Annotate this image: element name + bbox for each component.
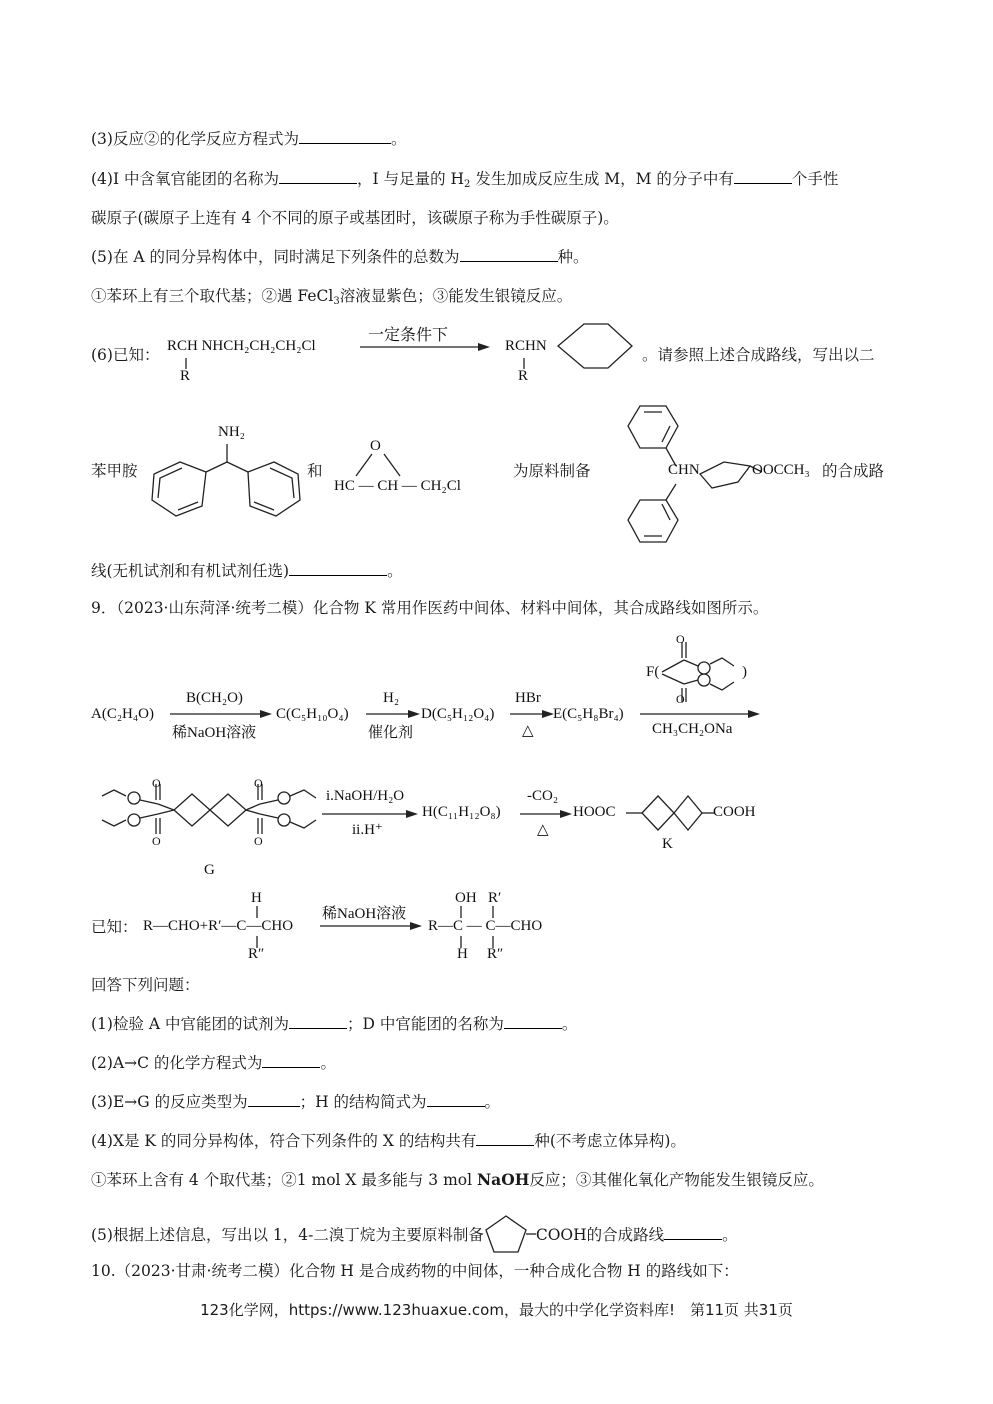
condition-acidify: ii.H⁺ (352, 822, 383, 838)
q6-and: 和 (307, 462, 323, 480)
carbonyl-o: O (152, 776, 161, 790)
aldol-h: H (251, 890, 262, 906)
s2-line: (2)A→C 的化学方程式为 。 (91, 1054, 336, 1072)
bond (458, 906, 498, 950)
carbonyl-o: O (676, 632, 685, 646)
q6-tail: 。请参照上述合成路线，写出以二 (642, 346, 875, 364)
target-ester: OOCCH₃ (752, 462, 810, 478)
reaction-arrow (520, 810, 572, 820)
spiro-skeleton (624, 792, 716, 836)
bond (254, 906, 260, 950)
q5-line-1: (5)在 A 的同分异构体中，同时满足下列条件的总数为 种。 (91, 248, 589, 266)
s1-line: (1)检验 A 中官能团的试剂为 ；D 中官能团的名称为 。 (91, 1015, 578, 1033)
answer-blank[interactable] (248, 1092, 300, 1107)
q4-line-2: 碳原子(碳原子上连有 4 个不同的原子或基团时，该碳原子称为手性碳原子)。 (91, 209, 619, 227)
reagent-hbr: HBr (515, 690, 541, 706)
condition-heat: △ (537, 822, 549, 838)
aldol-condition: 稀NaOH溶液 (322, 906, 407, 922)
rxn6-r1: R (180, 368, 191, 384)
compound-a: A(C₂H₄O) (91, 706, 154, 722)
compound-e: E(C₅H₈Br₄) (553, 706, 624, 722)
carbonyl-o: O (254, 834, 263, 848)
reaction-arrow (366, 710, 420, 720)
nh2-group: NH₂ (218, 424, 245, 440)
reagent-f-label: F( (646, 664, 660, 680)
bond (522, 358, 526, 370)
rxn6-reactant: RCH NHCH₂CH₂CH₂Cl (167, 338, 316, 354)
carbonyl-o: O (254, 776, 263, 790)
s5-line: (5)根据上述信息，写出以 1，4-二溴丁烷为主要原料制备 COOH的合成路线 。 (91, 1214, 738, 1254)
s4-line-2: ①苯环上含有 4 个取代基；②1 mol X 最多能与 3 mol NaOH反应；③其催化氧化产物能发生银镜反应。 (91, 1170, 824, 1189)
answer-blank[interactable] (299, 129, 391, 144)
k-cooh: COOH (713, 804, 756, 820)
compound-h: H(C₁₁H₁₂O₈) (422, 804, 501, 820)
bond (184, 358, 188, 370)
rxn6-condition: 一定条件下 (368, 327, 449, 344)
answer-blank[interactable] (427, 1092, 485, 1107)
target-chn: CHN (668, 462, 700, 478)
answer-blank[interactable] (460, 247, 558, 262)
aldol-r2: R″ (248, 946, 265, 962)
q6-route: 的合成路 (822, 462, 885, 480)
epoxide-ring-bonds (348, 452, 412, 480)
page-footer: 123化学网，https://www.123huaxue.com，最大的中学化学资料库! 第11页 共31页 (200, 1301, 793, 1319)
q5-line-2: ①苯环上有三个取代基；②遇 FeCl$_3$溶液显紫色；③能发生银镜反应。 (91, 287, 573, 307)
aldol-rprime: R′ (488, 890, 502, 906)
condition-catalyst: 催化剂 (368, 725, 414, 741)
answer-blank[interactable] (664, 1225, 722, 1240)
reaction-arrow (360, 343, 492, 353)
q6-label: (6)已知： (91, 346, 160, 364)
epoxide-oxygen: O (370, 438, 381, 454)
condition-hydrolysis: i.NaOH/H₂O (326, 788, 405, 804)
aldol-product: R—C — C—CHO (428, 918, 543, 934)
problem-10-title: 10.（2023·甘肃·统考二模）化合物 H 是合成药物的中间体，一种合成化合物 H 的路线如下： (91, 1262, 739, 1280)
compound-c: C(C₅H₁₀O₄) (276, 706, 349, 722)
answer-prompt: 回答下列问题： (91, 976, 200, 994)
q3-line: (3)反应②的化学反应方程式为 。 (91, 130, 407, 148)
reaction-arrow (510, 710, 554, 720)
reagent-f-close: ) (742, 664, 747, 680)
q6-dibenzylamine-label: 苯甲胺 (91, 462, 138, 480)
aldol-reactants: R—CHO+R′—C—CHO (143, 918, 294, 934)
problem-9-title: 9．（2023·山东菏泽·统考二模）化合物 K 常用作医药中间体、材料中间体，其合成路线如图所示。 (91, 599, 769, 617)
aldol-oh: OH (455, 890, 477, 906)
answer-blank[interactable] (262, 1053, 320, 1068)
condition-heat: △ (522, 723, 534, 739)
compound-k-label: K (662, 836, 673, 852)
aldol-r3: R″ (487, 946, 504, 962)
k-hooc: HOOC (573, 804, 616, 820)
answer-blank[interactable] (504, 1014, 562, 1029)
answer-blank[interactable] (289, 1014, 347, 1029)
epichlorohydrin-chain: HC — CH — CH₂Cl (334, 478, 461, 494)
answer-blank[interactable] (289, 561, 387, 576)
reagent-b: B(CH₂O) (186, 690, 243, 706)
reaction-arrow (640, 710, 762, 720)
compound-g-structure (100, 776, 322, 848)
reagent-h2: H₂ (383, 690, 400, 706)
reaction-arrow (170, 710, 274, 720)
compound-d: D(C₅H₁₂O₄) (421, 706, 495, 722)
reaction-arrow (320, 922, 424, 932)
answer-blank[interactable] (476, 1131, 534, 1146)
rxn6-product: RCHN (505, 338, 547, 354)
azetidine-ring (556, 322, 636, 370)
aldol-h2: H (457, 946, 468, 962)
answer-blank[interactable] (734, 169, 792, 184)
compound-g-label: G (204, 862, 215, 878)
answer-blank[interactable] (279, 169, 357, 184)
condition-ethoxide: CH₃CH₂ONa (652, 721, 733, 737)
diphenylmethylamine-structure (148, 440, 304, 522)
carbonyl-o: O (676, 692, 685, 706)
known-label: 已知： (91, 918, 138, 936)
condition-dilute-naoh: 稀NaOH溶液 (172, 725, 257, 741)
s4-line-1: (4)X是 K 的同分异构体，符合下列条件的 X 的结构共有 种(不考虑立体异构)。 (91, 1132, 686, 1150)
naoh-bold: NaOH (477, 1170, 530, 1189)
q3-text: (3)反应②的化学反应方程式为 (91, 130, 299, 148)
cyclopentane-ring (484, 1214, 536, 1254)
carbonyl-o: O (152, 834, 161, 848)
q6-line-3: 线(无机试剂和有机试剂任选) 。 (91, 562, 403, 580)
q4-line-1: (4)I 中含氧官能团的名称为 ，I 与足量的 $H_2$ 发生加成反应生成 M，M 的分子中有 个手性 (91, 170, 839, 190)
s3-line: (3)E→G 的反应类型为 ；H 的结构简式为 。 (91, 1093, 501, 1111)
condition-decarboxylation: -CO₂ (527, 788, 559, 804)
q6-target-label: 为原料制备 (513, 462, 591, 480)
rxn6-r2: R (518, 368, 529, 384)
reaction-arrow (322, 810, 420, 820)
diethyl-malonate-structure (660, 634, 746, 706)
